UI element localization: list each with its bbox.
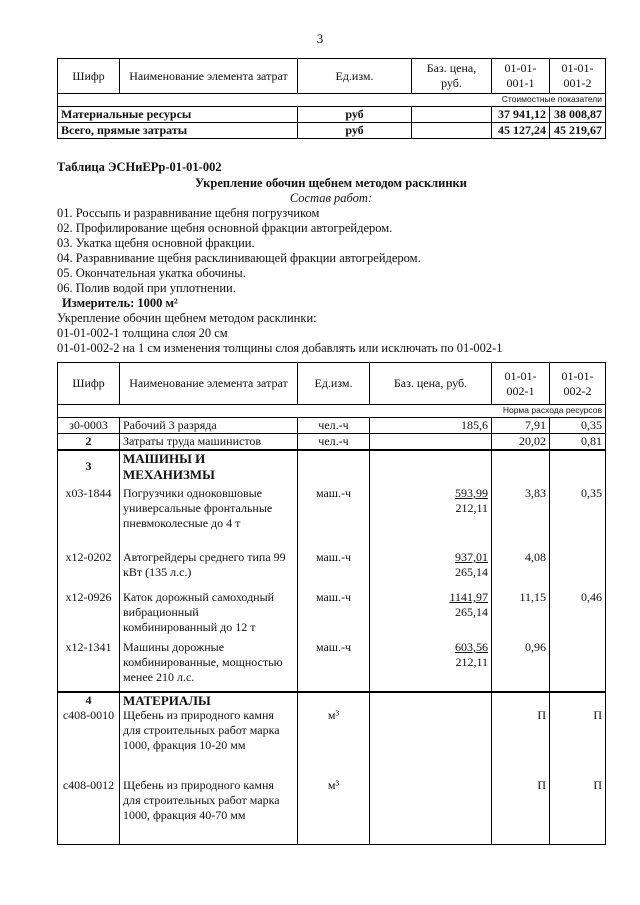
- row-unit: руб: [298, 107, 412, 123]
- row-value-1: 4,08: [492, 550, 550, 590]
- row-name: Рабочий 3 разряда: [120, 418, 298, 434]
- row-value-2: 0,81: [550, 434, 606, 451]
- header-unit: Ед.изм.: [298, 59, 412, 94]
- row-unit: м³: [298, 778, 370, 844]
- page-number: 3: [316, 31, 324, 46]
- row-code: х03-1844: [58, 486, 120, 550]
- row-value-2: [550, 550, 606, 590]
- row-value-1: 11,15: [492, 590, 550, 640]
- header-col1: 01-01-002-1: [492, 363, 550, 405]
- row-unit: чел.-ч: [298, 434, 370, 451]
- header-code: Шифр: [58, 363, 120, 405]
- row-name: Всего, прямые затраты: [58, 123, 298, 139]
- header-col1: 01-01-001-1: [492, 59, 550, 94]
- header-code: Шифр: [58, 59, 120, 94]
- header-col2: 01-01-002-2: [550, 363, 606, 405]
- group-number: 4: [58, 692, 120, 708]
- row-value-2: П: [550, 708, 606, 778]
- row-value-2: 0,35: [550, 418, 606, 434]
- group-title: МАТЕРИАЛЫ: [120, 692, 298, 708]
- header-price: Баз. цена, руб.: [370, 363, 492, 405]
- subheader: Стоимостные показатели: [58, 94, 606, 107]
- row-price: 1141,97: [449, 590, 488, 604]
- row-value-1: 7,91: [492, 418, 550, 434]
- row-unit: маш.-ч: [298, 486, 370, 550]
- row-name: Автогрейдеры среднего типа 99 кВт (135 л.с.): [120, 550, 298, 590]
- work-item: 02. Профилирование щебня основной фракции автогрейдером.: [57, 221, 393, 235]
- header-name: Наименование элемента затрат: [120, 363, 298, 405]
- row-value-1: 0,96: [492, 640, 550, 692]
- row-code: с408-0012: [58, 778, 120, 844]
- row-code: с408-0010: [58, 708, 120, 778]
- row-unit: чел.-ч: [298, 418, 370, 434]
- row-unit: маш.-ч: [298, 590, 370, 640]
- row-price-secondary: 265,14: [455, 605, 488, 619]
- resource-table: [57, 362, 606, 845]
- group-title: МАШИНЫ И МЕХАНИЗМЫ: [120, 450, 298, 486]
- subheader: Норма расхода ресурсов: [58, 405, 606, 418]
- row-price: 937,01: [455, 550, 488, 564]
- row-name: Материальные ресурсы: [58, 107, 298, 123]
- row-unit: м³: [298, 708, 370, 778]
- work-item: 03. Укатка щебня основной фракции.: [57, 236, 255, 250]
- row-name: Щебень из природного камня для строительных работ марка 1000, фракция 40-70 мм: [120, 778, 298, 844]
- row-unit: маш.-ч: [298, 640, 370, 692]
- row-code: х12-0926: [58, 590, 120, 640]
- row-price: 603,56: [455, 640, 488, 654]
- header-col2: 01-01-001-2: [550, 59, 606, 94]
- works-title: Состав работ:: [289, 191, 373, 205]
- row-code: з0-0003: [58, 418, 120, 434]
- description-line: Укрепление обочин щебнем методом расклинки:: [57, 311, 317, 325]
- row-price: 593,99: [455, 486, 488, 500]
- work-item: 06. Полив водой при уплотнении.: [57, 281, 236, 295]
- row-value-2: 0,35: [550, 486, 606, 550]
- row-name: Затраты труда машинистов: [120, 434, 298, 451]
- row-value-1: 3,83: [492, 486, 550, 550]
- row-price: [370, 434, 492, 451]
- row-value-2: 0,46: [550, 590, 606, 640]
- row-name: Каток дорожный самоходный вибрационный комбинированный до 12 т: [120, 590, 298, 640]
- row-price-secondary: 265,14: [455, 565, 488, 579]
- table-title: Таблица ЭСНиЕРр-01-01-002: [57, 160, 222, 174]
- row-value-2: П: [550, 778, 606, 844]
- row-price-secondary: 212,11: [455, 655, 488, 669]
- row-code: 2: [58, 434, 120, 451]
- row-value-2: 45 219,67: [550, 123, 606, 139]
- row-unit: руб: [298, 123, 412, 139]
- description-line: 01-01-002-1 толщина слоя 20 см: [57, 326, 228, 340]
- header-unit: Ед.изм.: [298, 363, 370, 405]
- row-price: 185,6: [370, 418, 492, 434]
- section-heading: Укрепление обочин щебнем методом расклинки: [195, 176, 467, 190]
- work-item: 04. Разравнивание щебня расклинивающей фракции автогрейдером.: [57, 251, 421, 265]
- measure: Измеритель: 1000 м²: [62, 296, 178, 310]
- row-name: Машины дорожные комбинированные, мощностью менее 210 л.с.: [120, 640, 298, 692]
- header-price: Баз. цена, руб.: [412, 59, 492, 94]
- row-value-1: 45 127,24: [492, 123, 550, 139]
- group-number: 3: [58, 450, 120, 486]
- row-value-1: 37 941,12: [492, 107, 550, 123]
- work-item: 01. Россыпь и разравнивание щебня погрузчиком: [57, 206, 320, 220]
- description-line: 01-01-002-2 на 1 см изменения толщины слоя добавлять или исключать по 01-002-1: [57, 341, 503, 355]
- row-price-secondary: 212,11: [455, 501, 488, 515]
- row-value-1: П: [492, 708, 550, 778]
- row-code: х12-0202: [58, 550, 120, 590]
- row-code: х12-1341: [58, 640, 120, 692]
- work-item: 05. Окончательная укатка обочины.: [57, 266, 246, 280]
- row-value-1: 20,02: [492, 434, 550, 451]
- row-value-1: П: [492, 778, 550, 844]
- row-value-2: [550, 640, 606, 692]
- row-unit: маш.-ч: [298, 550, 370, 590]
- row-name: Щебень из природного камня для строительных работ марка 1000, фракция 10-20 мм: [120, 708, 298, 778]
- header-name: Наименование элемента затрат: [120, 59, 298, 94]
- row-value-2: 38 008,87: [550, 107, 606, 123]
- cost-table: [57, 58, 606, 139]
- row-name: Погрузчики одноковшовые универсальные фронтальные пневмоколесные до 4 т: [120, 486, 298, 550]
